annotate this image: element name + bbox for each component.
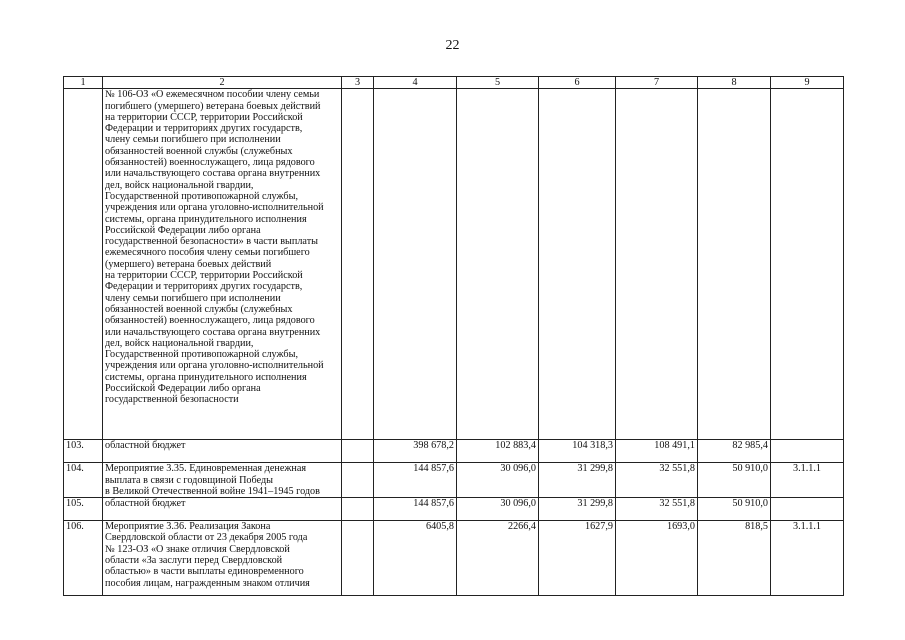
row-description [103,498,342,521]
row-number: 104. [64,463,103,498]
col-header-8: 8 [698,77,771,89]
description-line: Государственной противопожарной службы, [105,349,298,361]
cell-col-6: 104 318,3 [539,440,616,463]
row-number: 103. [64,440,103,463]
cell-col-9: 3.1.1.1 [771,463,844,498]
description-line: обязанностей военной службы (служебных [105,303,293,315]
description-line: Мероприятие 3.36. Реализация Закона [105,521,271,533]
cell-col-3 [342,498,374,521]
description-line: государственной безопасности [105,394,239,406]
col-header-7: 7 [616,77,698,89]
description-line: Мероприятие 3.35. Единовременная денежная [105,463,307,475]
description-line: на территории СССР, территории Российской [105,270,303,282]
description-line: учреждения или органа уголовно-исполнительной [105,202,324,214]
cell-col-4: 144 857,6 [374,463,457,498]
col-header-1: 1 [64,77,103,89]
description-line: в Великой Отечественной войне 1941–1945 годов [105,485,320,497]
cell-col-3 [342,89,374,440]
description-line: № 106-ОЗ «О ежемесячном пособии члену семьи [105,89,320,101]
description-line: обязанностей) военнослужащего, лица рядового [105,315,315,327]
description-line: системы, органа принудительного исполнения [105,371,307,383]
col-header-3: 3 [342,77,374,89]
description-line: на территории СССР, территории Российской [105,111,303,123]
description-line: системы, органа принудительного исполнения [105,213,307,225]
description-line: государственной безопасности» в части выплаты [105,236,318,248]
description-line: Свердловской области от 23 декабря 2005 года [105,532,308,544]
table-row [64,521,844,596]
cell-col-4: 144 857,6 [374,498,457,521]
cell-col-7 [616,89,698,440]
row-description [103,89,342,440]
cell-col-3 [342,440,374,463]
description-line: выплата в связи с годовщиной Победы [105,474,273,486]
description-line: обязанностей) военнослужащего, лица рядового [105,157,315,169]
cell-col-5: 102 883,4 [457,440,539,463]
description-line: области «За заслуги перед Свердловской [105,555,283,567]
description-line: № 123-ОЗ «О знаке отличия Свердловской [105,543,290,555]
cell-col-8: 82 985,4 [698,440,771,463]
row-number: 106. [64,521,103,596]
description-line: областной бюджет [105,440,186,452]
cell-col-9 [771,89,844,440]
cell-col-5 [457,89,539,440]
row-number: 105. [64,498,103,521]
description-line: или начальствующего состава органа внутренних [105,168,321,180]
description-line: Государственной противопожарной службы, [105,190,298,202]
row-description [103,440,342,463]
page-number: 22 [445,38,460,53]
col-header-6: 6 [539,77,616,89]
col-header-4: 4 [374,77,457,89]
description-line: (умершего) ветерана боевых действий [105,258,272,270]
description-line: или начальствующего состава органа внутренних [105,326,321,338]
cell-col-9 [771,440,844,463]
cell-col-9: 3.1.1.1 [771,521,844,596]
budget-table [63,76,844,596]
description-line: дел, войск национальной гвардии, [105,179,254,191]
col-header-2: 2 [103,77,342,89]
cell-col-7: 1693,0 [616,521,698,596]
cell-col-6: 1627,9 [539,521,616,596]
table-row [64,463,844,498]
cell-col-9 [771,498,844,521]
description-line: Федерации и территориях других государств, [105,281,303,293]
row-description [103,521,342,596]
description-line: Федерации и территориях других государств, [105,123,303,135]
table-row [64,440,844,463]
description-line: Российской Федерации либо органа [105,383,261,395]
cell-col-8: 50 910,0 [698,498,771,521]
table-row [64,498,844,521]
cell-col-3 [342,521,374,596]
description-line: областью» в части выплаты единовременного [105,566,304,578]
row-number [64,89,103,440]
description-line: ежемесячного пособия члену семьи погибшего [105,247,310,259]
col-header-5: 5 [457,77,539,89]
description-line: дел, войск национальной гвардии, [105,337,254,349]
description-line: члену семьи погибшего при исполнении [105,134,281,146]
cell-col-6: 31 299,8 [539,498,616,521]
cell-col-3 [342,463,374,498]
cell-col-8 [698,89,771,440]
cell-col-5: 2266,4 [457,521,539,596]
description-line: областной бюджет [105,498,186,510]
cell-col-8: 50 910,0 [698,463,771,498]
cell-col-4: 6405,8 [374,521,457,596]
description-line: члену семьи погибшего при исполнении [105,292,281,304]
cell-col-4 [374,89,457,440]
cell-col-7: 32 551,8 [616,498,698,521]
description-line: Российской Федерации либо органа [105,224,261,236]
cell-col-4: 398 678,2 [374,440,457,463]
col-header-9: 9 [771,77,844,89]
description-line: обязанностей военной службы (служебных [105,145,293,157]
row-description [103,463,342,498]
cell-col-8: 818,5 [698,521,771,596]
cell-col-7: 108 491,1 [616,440,698,463]
description-line: учреждения или органа уголовно-исполнительной [105,360,324,372]
description-line: пособия лицам, награжденным знаком отличия [105,577,310,589]
table-row [64,89,844,440]
cell-col-6: 31 299,8 [539,463,616,498]
cell-col-5: 30 096,0 [457,463,539,498]
cell-col-7: 32 551,8 [616,463,698,498]
header-row [64,77,844,89]
cell-col-6 [539,89,616,440]
description-line: погибшего (умершего) ветерана боевых действий [105,100,321,112]
cell-col-5: 30 096,0 [457,498,539,521]
